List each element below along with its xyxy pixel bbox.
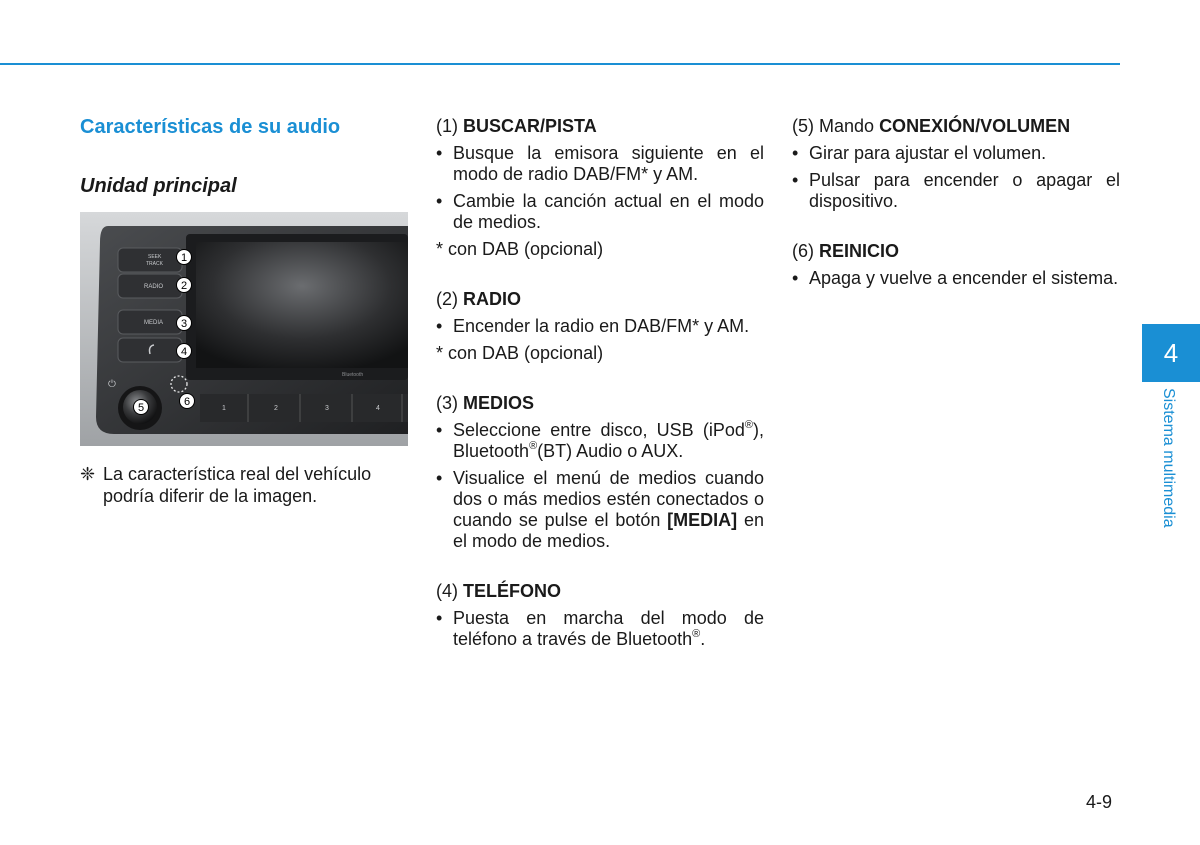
registered-mark: ® (529, 440, 538, 452)
item-heading (436, 581, 764, 602)
footnote: * con DAB (opcional) (436, 343, 604, 363)
text-run: Puesta en marcha del modo de teléfono a través de Bluetooth (453, 608, 764, 649)
item-heading (436, 116, 764, 137)
display-screen (196, 242, 408, 368)
list-item (436, 468, 764, 552)
preset-3-label: 3 (325, 405, 329, 412)
chapter-side-title: Sistema multimedia (1160, 388, 1177, 528)
item-heading (792, 116, 1120, 137)
item-media (436, 393, 764, 552)
item-radio (436, 289, 764, 364)
list-item: • Busque la emisora siguiente en el modo de radio DAB/FM* y AM. (436, 143, 764, 185)
item-reset (792, 241, 1120, 289)
registered-mark: ® (692, 628, 701, 640)
item-heading (436, 289, 764, 310)
list-item: • Cambie la canción actual en el modo de medios. (436, 191, 764, 233)
item-number: (4) (436, 581, 458, 601)
seek-track-button (118, 248, 182, 272)
text-run: Seleccione entre disco, USB (iPod (453, 420, 745, 440)
header-rule (0, 63, 1120, 65)
item-number: (5) Mando (792, 116, 875, 136)
item-heading (792, 241, 1120, 262)
note-text: La característica real del vehículo podría diferir de la imagen. (103, 464, 372, 506)
text-run: Visualice el menú de medios cuando dos o más medios estén conectados o cuando se pulse el botón (453, 468, 764, 530)
chapter-tab: 4 (1142, 324, 1200, 382)
seek-label-line2: TRACK (146, 261, 163, 267)
middle-column (436, 116, 764, 679)
item-number: (1) (436, 116, 458, 136)
item-number: (3) (436, 393, 458, 413)
list-item: • Pulsar para encender o apagar el dispositivo. (792, 170, 1120, 212)
text-run: . (700, 629, 706, 649)
right-column (792, 116, 1120, 318)
preset-1-label: 1 (222, 405, 226, 412)
power-icon: ⏻ (108, 379, 116, 390)
seek-label-line1: SEEK (148, 254, 162, 260)
item-volume (792, 116, 1120, 212)
item-phone (436, 581, 764, 650)
brand-label: Bluetooth (342, 372, 364, 378)
text-run: (BT) Audio o AUX. (537, 441, 684, 461)
callout-6-label: 6 (183, 396, 191, 408)
media-label: MEDIA (144, 320, 164, 326)
list-item: • Encender la radio en DAB/FM* y AM. (436, 316, 764, 337)
list-item: • Apaga y vuelve a encender el sistema. (792, 268, 1120, 289)
list-item: • Girar para ajustar el volumen. (792, 143, 1120, 164)
item-seek-track (436, 116, 764, 260)
item-title: MEDIOS (463, 393, 535, 413)
head-unit-photo (80, 212, 408, 446)
item-title: RADIO (463, 289, 522, 309)
item-title: BUSCAR/PISTA (463, 116, 597, 136)
preset-2-label: 2 (274, 405, 278, 412)
section-title: Características de su audio (80, 116, 341, 138)
footnote: * con DAB (opcional) (436, 239, 604, 259)
subsection-title: Unidad principal (80, 175, 237, 197)
page-number: 4-9 (1086, 792, 1113, 812)
item-title: REINICIO (819, 241, 900, 261)
list-item (436, 420, 764, 462)
callout-1-label: 1 (180, 252, 188, 264)
note-mark: ❈ (80, 464, 96, 484)
text-run: ), Bluetooth (453, 420, 764, 461)
text-run: en el modo de medios. (453, 510, 764, 551)
preset-4-label: 4 (376, 405, 380, 412)
image-disclaimer (80, 463, 410, 507)
registered-mark: ® (744, 419, 753, 431)
callout-3-label: 3 (180, 318, 188, 330)
item-heading (436, 393, 764, 414)
item-number: (6) (792, 241, 814, 261)
item-title: TELÉFONO (463, 581, 562, 601)
callout-4-label: 4 (180, 346, 188, 358)
item-number: (2) (436, 289, 458, 309)
callout-5-label: 5 (137, 402, 145, 414)
list-item (436, 608, 764, 650)
callout-2-label: 2 (180, 280, 188, 292)
radio-label: RADIO (144, 284, 164, 290)
media-button-ref: [MEDIA] (667, 510, 738, 530)
item-title: CONEXIÓN/VOLUMEN (879, 116, 1071, 136)
